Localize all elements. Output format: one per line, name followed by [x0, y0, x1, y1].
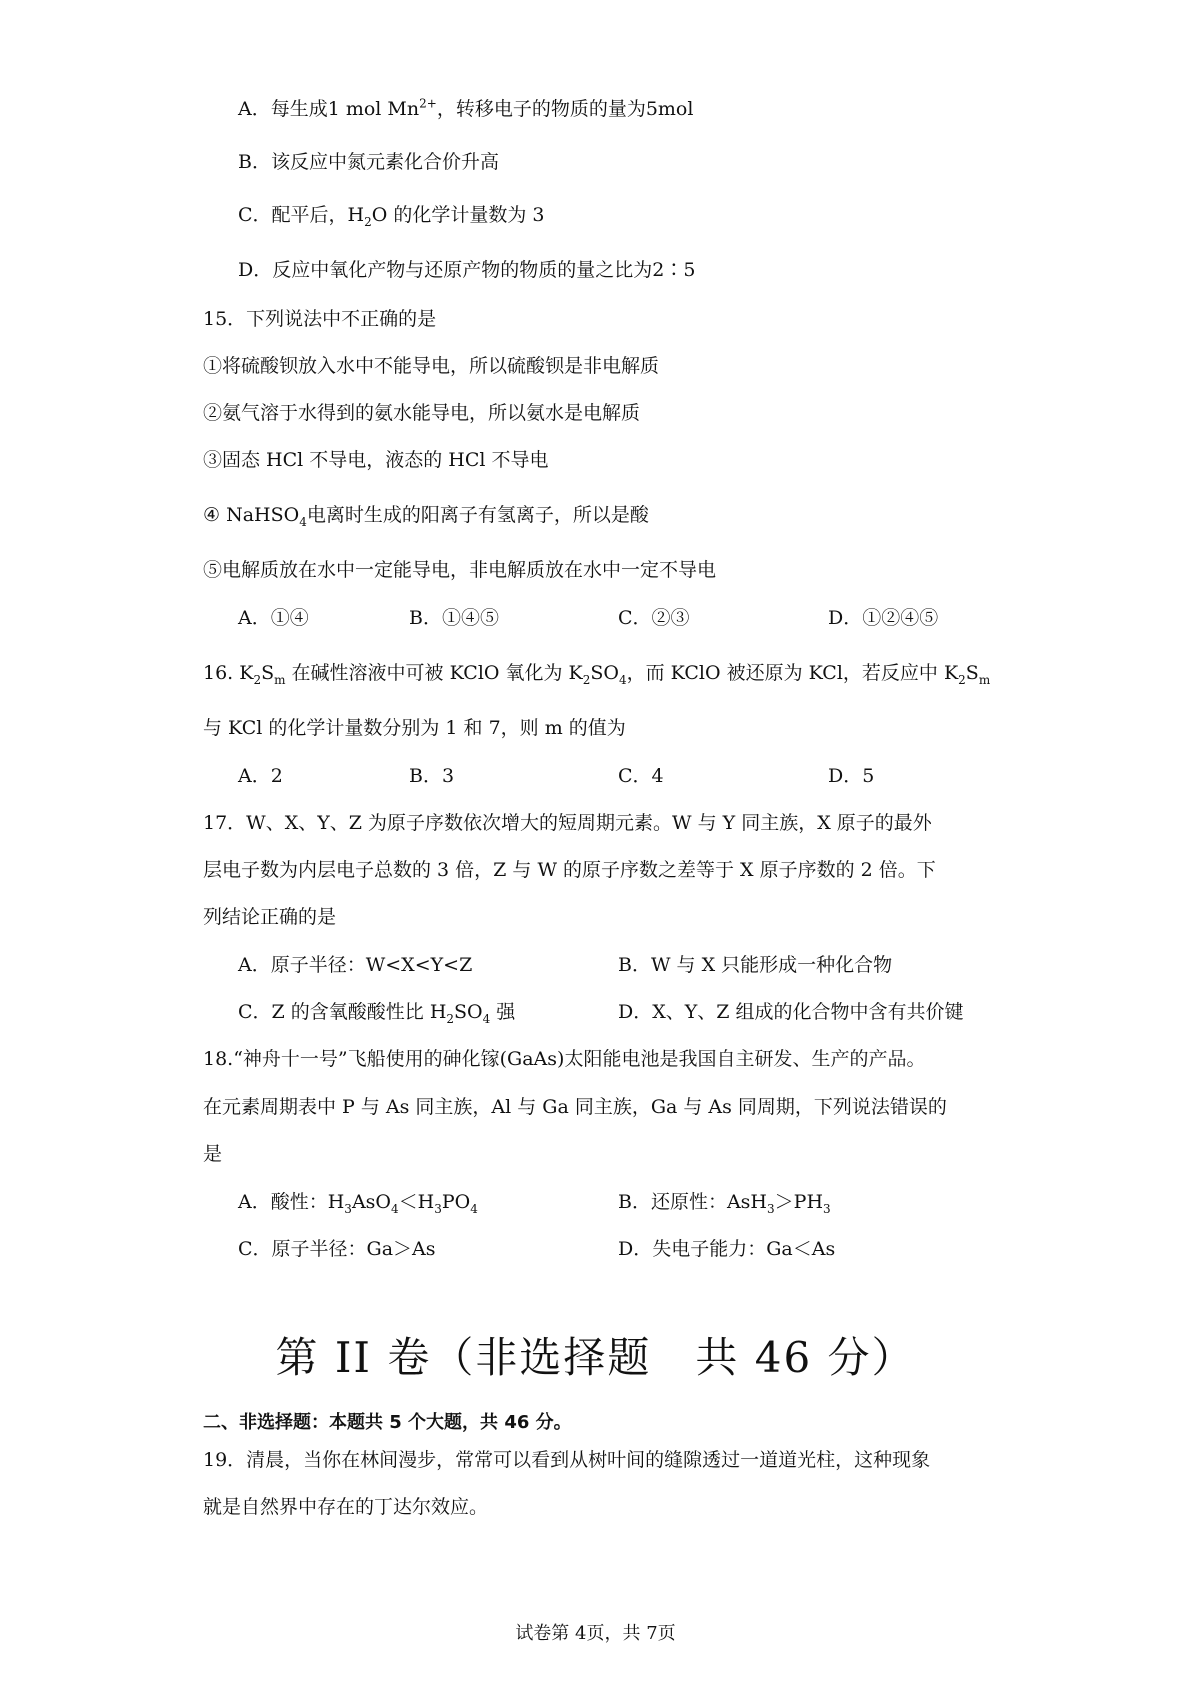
q15-option-c: C．②③ [618, 607, 690, 629]
q18-option-c: C．原子半径：Ga＞As [238, 1238, 436, 1260]
q14-c-text: C．配平后，H [238, 204, 365, 226]
q17-option-b: B．W 与 X 只能形成一种化合物 [618, 954, 893, 976]
q18-a-text: ＜H [398, 1191, 435, 1213]
section-title: 第 II 卷（非选择题 共 46 分） [275, 1333, 916, 1382]
q18-a-text: AsO [351, 1191, 391, 1213]
q17-line-3: 列结论正确的是 [203, 906, 337, 928]
q14-a-text-post: ，转移电子的物质的量为5mol [436, 98, 694, 120]
q14-option-b: B．该反应中氮元素化合价升高 [238, 151, 499, 173]
q17-c-text: 强 [490, 1001, 516, 1023]
q18-a-sub: 3 [344, 1201, 352, 1216]
q17-c-text: C．Z 的含氧酸酸性比 H [238, 1001, 447, 1023]
q18-a-text: PO [441, 1191, 471, 1213]
page-footer: 试卷第 4页，共 7页 [515, 1623, 676, 1644]
q15-s4-sub: 4 [299, 514, 307, 529]
q16-option-c: C．4 [618, 765, 664, 787]
q16-text: 16. K [203, 662, 254, 684]
q16-sub: 2 [253, 672, 262, 687]
q17-option-c [238, 999, 515, 1025]
q18-option-b [618, 1189, 831, 1215]
q15-option-b: B．①④⑤ [409, 607, 499, 629]
q14-option-c [238, 202, 545, 228]
q16-option-a: A．2 [238, 765, 283, 787]
q17-c-text: SO [454, 1001, 483, 1023]
q16-text: S [261, 662, 275, 684]
q16-sub: m [978, 672, 991, 687]
q18-line-3: 是 [203, 1143, 223, 1165]
q15-stem: 15．下列说法中不正确的是 [203, 308, 437, 330]
q16-text: SO [590, 662, 619, 684]
q17-option-d: D．X、Y、Z 组成的化合物中含有共价键 [618, 1001, 964, 1023]
q18-a-text: A．酸性：H [238, 1191, 345, 1213]
q19-line-2: 就是自然界中存在的丁达尔效应。 [203, 1496, 489, 1518]
q16-sub: 2 [582, 672, 591, 687]
q18-b-sub: 3 [823, 1201, 831, 1216]
q14-a-sup: 2+ [419, 96, 437, 111]
q16-line-1 [203, 660, 990, 686]
q18-b-sub: 3 [767, 1201, 775, 1216]
q15-statement-3: ③固态 HCl 不导电，液态的 HCl 不导电 [203, 449, 549, 471]
q16-option-b: B．3 [409, 765, 455, 787]
q16-text: S [965, 662, 979, 684]
q14-c-text-post: O 的化学计量数为 3 [371, 204, 545, 226]
q15-statement-5: ⑤电解质放在水中一定能导电，非电解质放在水中一定不导电 [203, 559, 717, 581]
q16-line-2: 与 KCl 的化学计量数分别为 1 和 7，则 m 的值为 [203, 717, 626, 739]
q18-b-text: B．还原性：AsH [618, 1191, 768, 1213]
q18-a-sub: 4 [470, 1201, 478, 1216]
q17-option-a: A．原子半径：W<X<Y<Z [238, 954, 473, 976]
q18-b-text: ＞PH [774, 1191, 824, 1213]
q19-line-1: 19．清晨，当你在林间漫步，常常可以看到从树叶间的缝隙透过一道道光柱，这种现象 [203, 1449, 931, 1471]
q15-statement-2: ②氨气溶于水得到的氨水能导电，所以氨水是电解质 [203, 402, 641, 424]
q15-s4-text-post: 电离时生成的阳离子有氢离子，所以是酸 [306, 504, 649, 526]
q16-sub: 2 [958, 672, 966, 687]
q15-s4-text: ④ NaHSO [203, 504, 300, 526]
q16-option-d: D．5 [828, 765, 875, 787]
q15-statement-1: ①将硫酸钡放入水中不能导电，所以硫酸钡是非电解质 [203, 355, 660, 377]
q18-line-1: 18.“神舟十一号”飞船使用的砷化镓(GaAs)太阳能电池是我国自主研发、生产的产品。 [203, 1048, 926, 1070]
q17-c-sub: 4 [482, 1011, 491, 1026]
q17-line-2: 层电子数为内层电子总数的 3 倍，Z 与 W 的原子序数之差等于 X 原子序数的 2 倍。下 [203, 859, 936, 881]
q14-option-a [238, 96, 693, 122]
q16-sub: 4 [618, 672, 627, 687]
q16-text: 在碱性溶液中可被 KClO 氧化为 K [285, 662, 583, 684]
q18-option-a [238, 1189, 478, 1215]
q18-a-sub: 3 [434, 1201, 442, 1216]
q17-line-1: 17．W、X、Y、Z 为原子序数依次增大的短周期元素。W 与 Y 同主族，X 原子的最外 [203, 812, 932, 834]
q18-a-sub: 4 [391, 1201, 399, 1216]
q16-sub: m [274, 672, 286, 687]
q14-a-text: A．每生成1 mol Mn [238, 98, 420, 120]
q15-option-d: D．①②④⑤ [828, 607, 939, 629]
q15-option-a: A．①④ [238, 607, 309, 629]
q15-statement-4 [203, 502, 649, 528]
q18-option-d: D．失电子能力：Ga＜As [618, 1238, 836, 1260]
q14-c-sub: 2 [364, 214, 372, 229]
q14-option-d: D．反应中氧化产物与还原产物的物质的量之比为2∶5 [238, 259, 696, 281]
section-subtitle: 二、非选择题：本题共 5 个大题，共 46 分。 [203, 1412, 572, 1433]
q16-text: ，而 KClO 被还原为 KCl，若反应中 K [626, 662, 959, 684]
q18-line-2: 在元素周期表中 P 与 As 同主族，Al 与 Ga 同主族，Ga 与 As 同周期，下列说法错误的 [203, 1096, 947, 1118]
q17-c-sub: 2 [446, 1011, 455, 1026]
